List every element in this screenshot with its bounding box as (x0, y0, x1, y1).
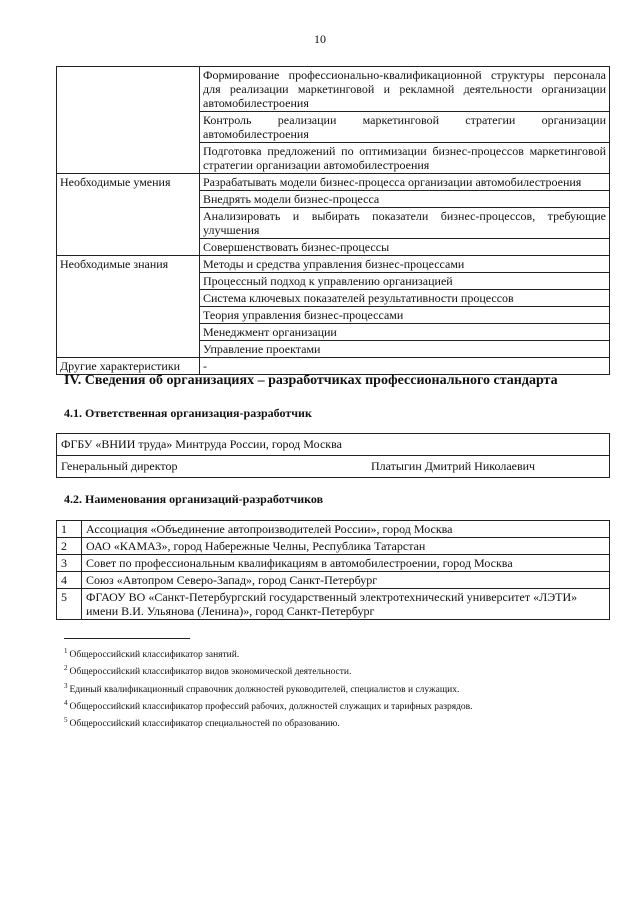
row-label: Другие характеристики (57, 358, 200, 375)
organization-name: Совет по профессиональным квалификациям в автомобилестроении, город Москва (82, 555, 610, 572)
organization-name: ФГАОУ ВО «Санкт-Петербургский государственный электротехнический университет «ЛЭТИ» имени В.И. Ульянова (Ленина)», город Санкт-Петербург (82, 589, 610, 620)
footnote-text: Общероссийский классификатор видов экономической деятельности. (69, 667, 352, 678)
table-row (57, 555, 610, 572)
footnote-mark: 1 (64, 647, 68, 655)
table-cell: Система ключевых показателей результативности процессов (200, 290, 610, 307)
footnote-text: Общероссийский классификатор занятий. (69, 650, 240, 661)
table-cell: Разрабатывать модели бизнес-процесса организации автомобилестроения (200, 174, 610, 191)
person-name: Платыгин Дмитрий Николаевич (371, 459, 536, 473)
subsection-title: 4.1. Ответственная организация-разработчик (64, 406, 312, 420)
table-row (57, 538, 610, 555)
footnote-text: Единый квалификационный справочник должностей руководителей, специалистов и служащих. (69, 684, 460, 695)
footnote (64, 697, 610, 714)
subsection-title: 4.2. Наименования организаций-разработчиков (64, 492, 324, 506)
responsible-organization-box (56, 433, 610, 478)
table-cell: Управление проектами (200, 341, 610, 358)
table-cell: Внедрять модели бизнес-процесса (200, 191, 610, 208)
footnote (64, 714, 610, 731)
page-number: 10 (314, 32, 326, 46)
row-label (57, 67, 200, 174)
footnote-mark: 3 (64, 681, 68, 690)
developer-organizations-table (56, 520, 610, 620)
footnote (64, 680, 610, 697)
row-number: 3 (57, 555, 82, 572)
row-number: 4 (57, 572, 82, 589)
footnote-separator (64, 638, 190, 639)
footnote-text: Общероссийский классификатор профессий рабочих, должностей служащих и тарифных разрядов. (69, 702, 473, 713)
footnote-mark: 5 (64, 716, 68, 725)
table-row (57, 256, 610, 273)
footnote (64, 645, 610, 662)
table-cell: Формирование профессионально-квалификационной структуры персонала для реализации маркетинговой и рекламной деятельности организации автомобилестроения (200, 67, 610, 112)
footnote-text: Общероссийский классификатор специальностей по образованию. (69, 719, 340, 730)
table-cell: Совершенствовать бизнес-процессы (200, 239, 610, 256)
organization-name: Союз «Автопром Северо-Запад», город Санкт-Петербург (82, 572, 610, 589)
table-cell: Менеджмент организации (200, 324, 610, 341)
table-cell: Теория управления бизнес-процессами (200, 307, 610, 324)
row-number: 1 (57, 521, 82, 538)
signatory-row (56, 455, 610, 478)
table-row (57, 589, 610, 620)
organization-name: ФГБУ «ВНИИ труда» Минтруда России, город Москва (56, 433, 610, 455)
table-row (57, 67, 610, 112)
table-row (57, 572, 610, 589)
row-number: 5 (57, 589, 82, 620)
table-row (57, 521, 610, 538)
position-title: Генеральный директор (61, 459, 178, 473)
section-title: IV. Сведения об организациях – разработчиках профессионального стандарта (64, 373, 558, 388)
footnote (64, 662, 610, 679)
organization-name: ОАО «КАМАЗ», город Набережные Челны, Республика Татарстан (82, 538, 610, 555)
footnote-mark: 4 (64, 699, 68, 708)
row-label: Необходимые умения (57, 174, 200, 256)
footnote-mark: 2 (64, 664, 68, 673)
table-cell: Процессный подход к управлению организацией (200, 273, 610, 290)
table-row (57, 358, 610, 375)
table-cell: Подготовка предложений по оптимизации бизнес-процессов маркетинговой стратегии организации автомобилестроения (200, 143, 610, 174)
table-cell: Анализировать и выбирать показатели бизнес-процессов, требующие улучшения (200, 208, 610, 239)
table-cell: Контроль реализации маркетинговой стратегии организации автомобилестроения (200, 112, 610, 143)
competency-table (56, 66, 610, 375)
table-row (57, 174, 610, 191)
row-number: 2 (57, 538, 82, 555)
organization-name: Ассоциация «Объединение автопроизводителей России», город Москва (82, 521, 610, 538)
row-label: Необходимые знания (57, 256, 200, 358)
table-cell: - (200, 358, 610, 375)
table-cell: Методы и средства управления бизнес-процессами (200, 256, 610, 273)
footnotes (64, 645, 610, 732)
